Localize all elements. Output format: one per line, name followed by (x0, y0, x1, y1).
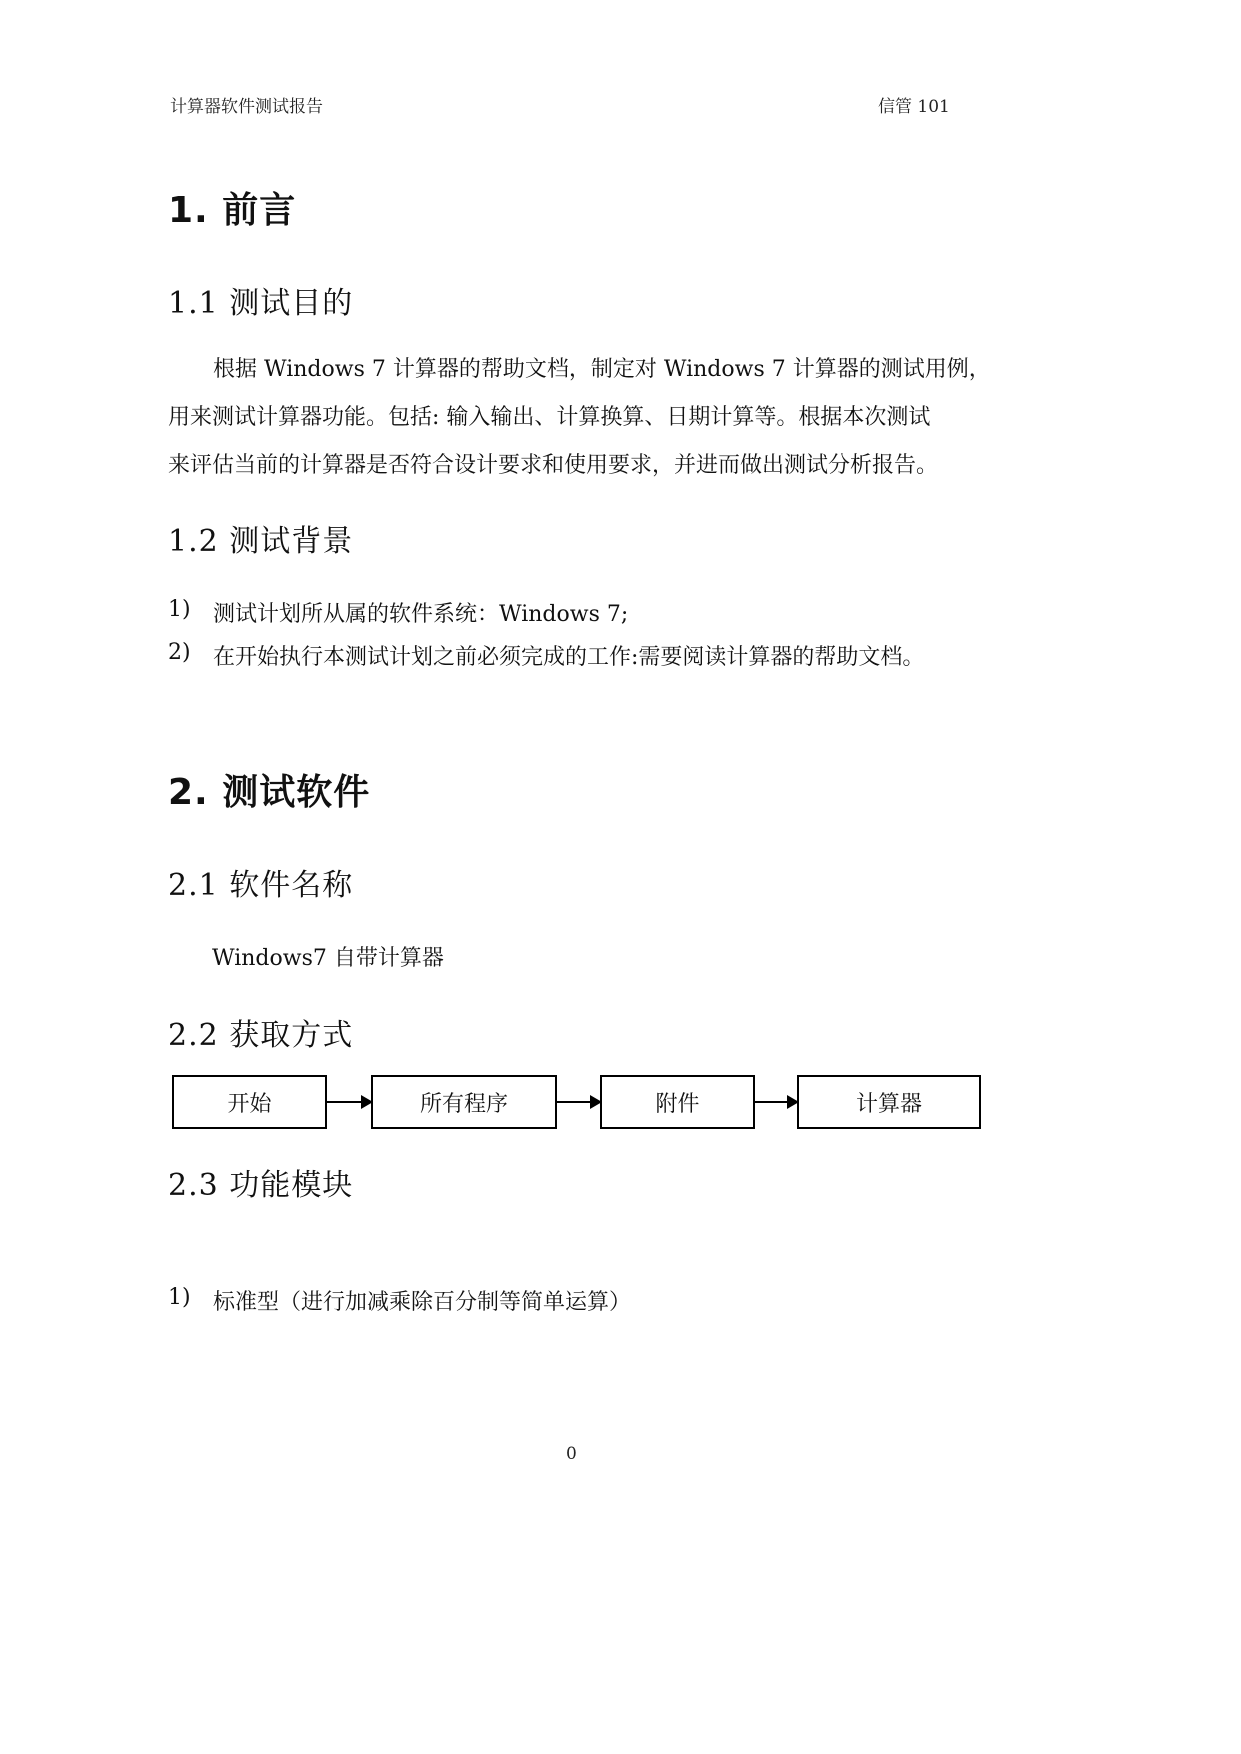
section-1-heading: 1. 前言 (168, 190, 297, 231)
flow-step-calculator: 计算器 (797, 1075, 981, 1129)
header-title: 计算器软件测试报告 (170, 97, 323, 117)
software-name: Windows7 自带计算器 (212, 946, 444, 971)
section-2-heading: 2. 测试软件 (168, 772, 371, 813)
list-item-text: 在开始执行本测试计划之前必须完成的工作:需要阅读计算器的帮助文档。 (213, 645, 925, 670)
list-item-text: 测试计划所从属的软件系统：Windows 7; (213, 602, 629, 627)
paragraph-line: 来评估当前的计算器是否符合设计要求和使用要求，并进而做出测试分析报告。 (168, 453, 939, 478)
section-2-2-heading: 2.2 获取方式 (168, 1018, 354, 1053)
page-number: 0 (566, 1444, 577, 1464)
list-item-text: 标准型（进行加减乘除百分制等简单运算） (213, 1290, 632, 1315)
section-2-1-heading: 2.1 软件名称 (168, 868, 354, 903)
list-item (168, 640, 968, 670)
list-item-number: 1) (168, 1285, 191, 1310)
flow-arrow (755, 1101, 797, 1103)
list-item-number: 2) (168, 640, 191, 665)
flow-step-accessories: 附件 (600, 1075, 755, 1129)
list-item (168, 1285, 968, 1315)
paragraph-line: 用来测试计算器功能。包括: 输入输出、计算换算、日期计算等。根据本次测试 (168, 405, 931, 430)
header-class: 信管 101 (878, 97, 950, 117)
list-item (168, 597, 968, 627)
flow-arrow (327, 1101, 371, 1103)
section-1-2-heading: 1.2 测试背景 (168, 524, 354, 559)
section-1-1-heading: 1.1 测试目的 (168, 286, 354, 321)
flow-arrow (557, 1101, 600, 1103)
paragraph-line: 根据 Windows 7 计算器的帮助文档，制定对 Windows 7 计算器的测试用例， (213, 357, 991, 382)
flow-step-start: 开始 (172, 1075, 327, 1129)
section-1-1-paragraph (168, 346, 991, 490)
list-item-number: 1) (168, 597, 191, 622)
section-2-3-heading: 2.3 功能模块 (168, 1168, 354, 1203)
flow-step-all-programs: 所有程序 (371, 1075, 557, 1129)
